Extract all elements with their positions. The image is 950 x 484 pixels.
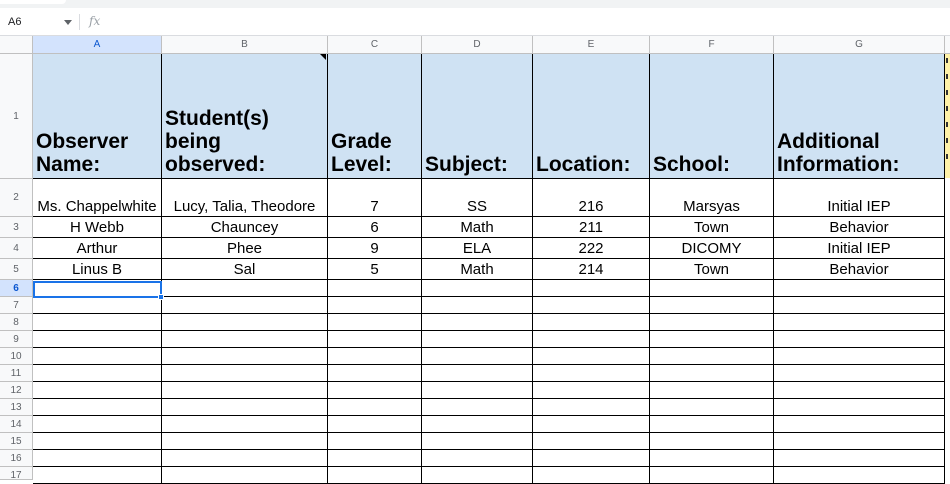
header-cell-grade[interactable]: Grade Level: xyxy=(328,54,422,179)
cell-e6[interactable] xyxy=(533,280,650,297)
cell-d2[interactable]: SS xyxy=(422,179,533,217)
cell-b2[interactable]: Lucy, Talia, Theodore xyxy=(162,179,328,217)
cell-c3[interactable]: 6 xyxy=(328,217,422,238)
comment-indicator[interactable] xyxy=(320,54,326,60)
cell-a4[interactable]: Arthur xyxy=(33,238,162,259)
column-header-b[interactable]: B xyxy=(162,36,328,54)
cell-f11[interactable] xyxy=(650,365,774,382)
cell-e17[interactable] xyxy=(533,467,650,484)
cell-e15[interactable] xyxy=(533,433,650,450)
cell-f16[interactable] xyxy=(650,450,774,467)
cell-b16[interactable] xyxy=(162,450,328,467)
cell-g11[interactable] xyxy=(774,365,945,382)
cell-a13[interactable] xyxy=(33,399,162,416)
cell-b13[interactable] xyxy=(162,399,328,416)
cell-b9[interactable] xyxy=(162,331,328,348)
cell-a12[interactable] xyxy=(33,382,162,399)
cell-c2[interactable]: 7 xyxy=(328,179,422,217)
cell-g4[interactable]: Initial IEP xyxy=(774,238,945,259)
row-header-10[interactable]: 10 xyxy=(0,348,33,365)
cell-f2[interactable]: Marsyas xyxy=(650,179,774,217)
row-header-17[interactable]: 17 xyxy=(0,467,33,480)
cell-c8[interactable] xyxy=(328,314,422,331)
cell-b4[interactable]: Phee xyxy=(162,238,328,259)
row-header-8[interactable]: 8 xyxy=(0,314,33,331)
cell-c9[interactable] xyxy=(328,331,422,348)
header-cell-observer[interactable]: Observer Name: xyxy=(33,54,162,179)
cell-f10[interactable] xyxy=(650,348,774,365)
cell-f14[interactable] xyxy=(650,416,774,433)
cell-a16[interactable] xyxy=(33,450,162,467)
formula-bar-divider xyxy=(79,14,80,30)
row-header-3[interactable]: 3 xyxy=(0,217,33,238)
cell-c13[interactable] xyxy=(328,399,422,416)
cell-b5[interactable]: Sal xyxy=(162,259,328,280)
cell-a17[interactable] xyxy=(33,467,162,484)
cell-c4[interactable]: 9 xyxy=(328,238,422,259)
toolbar-strip xyxy=(0,0,950,8)
cell-c14[interactable] xyxy=(328,416,422,433)
column-header-e[interactable]: E xyxy=(533,36,650,54)
cell-d16[interactable] xyxy=(422,450,533,467)
cell-c15[interactable] xyxy=(328,433,422,450)
column-header-c[interactable]: C xyxy=(328,36,422,54)
cell-a7[interactable] xyxy=(33,297,162,314)
column-header-h[interactable] xyxy=(945,36,950,54)
cell-a5[interactable]: Linus B xyxy=(33,259,162,280)
cell-g13[interactable] xyxy=(774,399,945,416)
cell-g2[interactable]: Initial IEP xyxy=(774,179,945,217)
cell-c11[interactable] xyxy=(328,365,422,382)
cell-c7[interactable] xyxy=(328,297,422,314)
cell-c6[interactable] xyxy=(328,280,422,297)
column-header-d[interactable]: D xyxy=(422,36,533,54)
cell-e16[interactable] xyxy=(533,450,650,467)
cell-b7[interactable] xyxy=(162,297,328,314)
select-all-corner[interactable] xyxy=(0,36,33,54)
cell-g9[interactable] xyxy=(774,331,945,348)
cell-g8[interactable] xyxy=(774,314,945,331)
cell-d12[interactable] xyxy=(422,382,533,399)
row-header-4[interactable]: 4 xyxy=(0,238,33,259)
row-header-5[interactable]: 5 xyxy=(0,259,33,280)
cell-g17[interactable] xyxy=(774,467,945,484)
cell-d3[interactable]: Math xyxy=(422,217,533,238)
cell-d17[interactable] xyxy=(422,467,533,484)
cell-e4[interactable]: 222 xyxy=(533,238,650,259)
cell-a10[interactable] xyxy=(33,348,162,365)
cell-b12[interactable] xyxy=(162,382,328,399)
column-header-f[interactable]: F xyxy=(650,36,774,54)
cell-d15[interactable] xyxy=(422,433,533,450)
fill-handle[interactable] xyxy=(158,294,164,300)
cell-b6[interactable] xyxy=(162,280,328,297)
cell-b10[interactable] xyxy=(162,348,328,365)
cell-g10[interactable] xyxy=(774,348,945,365)
row-header-13[interactable]: 13 xyxy=(0,399,33,416)
cell-e9[interactable] xyxy=(533,331,650,348)
column-header-a[interactable]: A xyxy=(33,36,162,54)
cell-d14[interactable] xyxy=(422,416,533,433)
cell-f12[interactable] xyxy=(650,382,774,399)
header-cell-students[interactable]: Student(s) being observed: xyxy=(162,54,328,179)
name-box-value[interactable]: A6 xyxy=(8,16,22,28)
cell-f8[interactable] xyxy=(650,314,774,331)
cell-e11[interactable] xyxy=(533,365,650,382)
row-header-7[interactable]: 7 xyxy=(0,297,33,314)
cell-g16[interactable] xyxy=(774,450,945,467)
cell-a15[interactable] xyxy=(33,433,162,450)
row-header-2[interactable]: 2 xyxy=(0,179,33,217)
cell-a9[interactable] xyxy=(33,331,162,348)
header-cell-info[interactable]: Additional Information: xyxy=(774,54,945,179)
cell-g12[interactable] xyxy=(774,382,945,399)
cell-e12[interactable] xyxy=(533,382,650,399)
cell-c10[interactable] xyxy=(328,348,422,365)
cell-f5[interactable]: Town xyxy=(650,259,774,280)
cell-d8[interactable] xyxy=(422,314,533,331)
cell-a11[interactable] xyxy=(33,365,162,382)
cell-e8[interactable] xyxy=(533,314,650,331)
cell-d10[interactable] xyxy=(422,348,533,365)
row-header-11[interactable]: 11 xyxy=(0,365,33,382)
row-header-1[interactable]: 1 xyxy=(0,54,33,179)
cell-g6[interactable] xyxy=(774,280,945,297)
cell-f9[interactable] xyxy=(650,331,774,348)
row-header-12[interactable]: 12 xyxy=(0,382,33,399)
cell-b11[interactable] xyxy=(162,365,328,382)
cell-e13[interactable] xyxy=(533,399,650,416)
cell-f17[interactable] xyxy=(650,467,774,484)
cell-g3[interactable]: Behavior xyxy=(774,217,945,238)
cell-g7[interactable] xyxy=(774,297,945,314)
cell-d13[interactable] xyxy=(422,399,533,416)
cell-a2[interactable]: Ms. Chappelwhite xyxy=(33,179,162,217)
cell-b3[interactable]: Chauncey xyxy=(162,217,328,238)
header-cell-subject[interactable]: Subject: xyxy=(422,54,533,179)
name-box[interactable] xyxy=(0,8,78,36)
cell-g14[interactable] xyxy=(774,416,945,433)
cell-e5[interactable]: 214 xyxy=(533,259,650,280)
cell-a3[interactable]: H Webb xyxy=(33,217,162,238)
selected-cell-a6[interactable] xyxy=(33,281,162,298)
cell-f6[interactable] xyxy=(650,280,774,297)
cell-g15[interactable] xyxy=(774,433,945,450)
cell-d9[interactable] xyxy=(422,331,533,348)
row-header-15[interactable]: 15 xyxy=(0,433,33,450)
formula-bar xyxy=(0,8,950,36)
header-cell-school[interactable]: School: xyxy=(650,54,774,179)
cell-c5[interactable]: 5 xyxy=(328,259,422,280)
row-header-14[interactable]: 14 xyxy=(0,416,33,433)
cell-b14[interactable] xyxy=(162,416,328,433)
row-header-6[interactable]: 6 xyxy=(0,280,33,297)
cell-e3[interactable]: 211 xyxy=(533,217,650,238)
cell-b8[interactable] xyxy=(162,314,328,331)
row-header-16[interactable]: 16 xyxy=(0,450,33,467)
cell-c17[interactable] xyxy=(328,467,422,484)
note-popup-text-edge xyxy=(946,58,948,170)
cell-d11[interactable] xyxy=(422,365,533,382)
cell-d4[interactable]: ELA xyxy=(422,238,533,259)
cell-c16[interactable] xyxy=(328,450,422,467)
cell-b15[interactable] xyxy=(162,433,328,450)
cell-e2[interactable]: 216 xyxy=(533,179,650,217)
cell-b17[interactable] xyxy=(162,467,328,484)
cell-a8[interactable] xyxy=(33,314,162,331)
cell-f15[interactable] xyxy=(650,433,774,450)
toolbar-tab xyxy=(0,0,66,4)
cell-f3[interactable]: Town xyxy=(650,217,774,238)
row-header-9[interactable]: 9 xyxy=(0,331,33,348)
cell-e14[interactable] xyxy=(533,416,650,433)
fx-icon: fx xyxy=(89,14,101,28)
header-cell-location[interactable]: Location: xyxy=(533,54,650,179)
cell-d5[interactable]: Math xyxy=(422,259,533,280)
cell-f7[interactable] xyxy=(650,297,774,314)
cell-f13[interactable] xyxy=(650,399,774,416)
cell-c12[interactable] xyxy=(328,382,422,399)
column-header-g[interactable]: G xyxy=(774,36,945,54)
cell-e7[interactable] xyxy=(533,297,650,314)
cell-d7[interactable] xyxy=(422,297,533,314)
chevron-down-icon[interactable] xyxy=(64,20,72,25)
cell-f4[interactable]: DICOMY xyxy=(650,238,774,259)
cell-g5[interactable]: Behavior xyxy=(774,259,945,280)
cell-e10[interactable] xyxy=(533,348,650,365)
cell-d6[interactable] xyxy=(422,280,533,297)
cell-a14[interactable] xyxy=(33,416,162,433)
